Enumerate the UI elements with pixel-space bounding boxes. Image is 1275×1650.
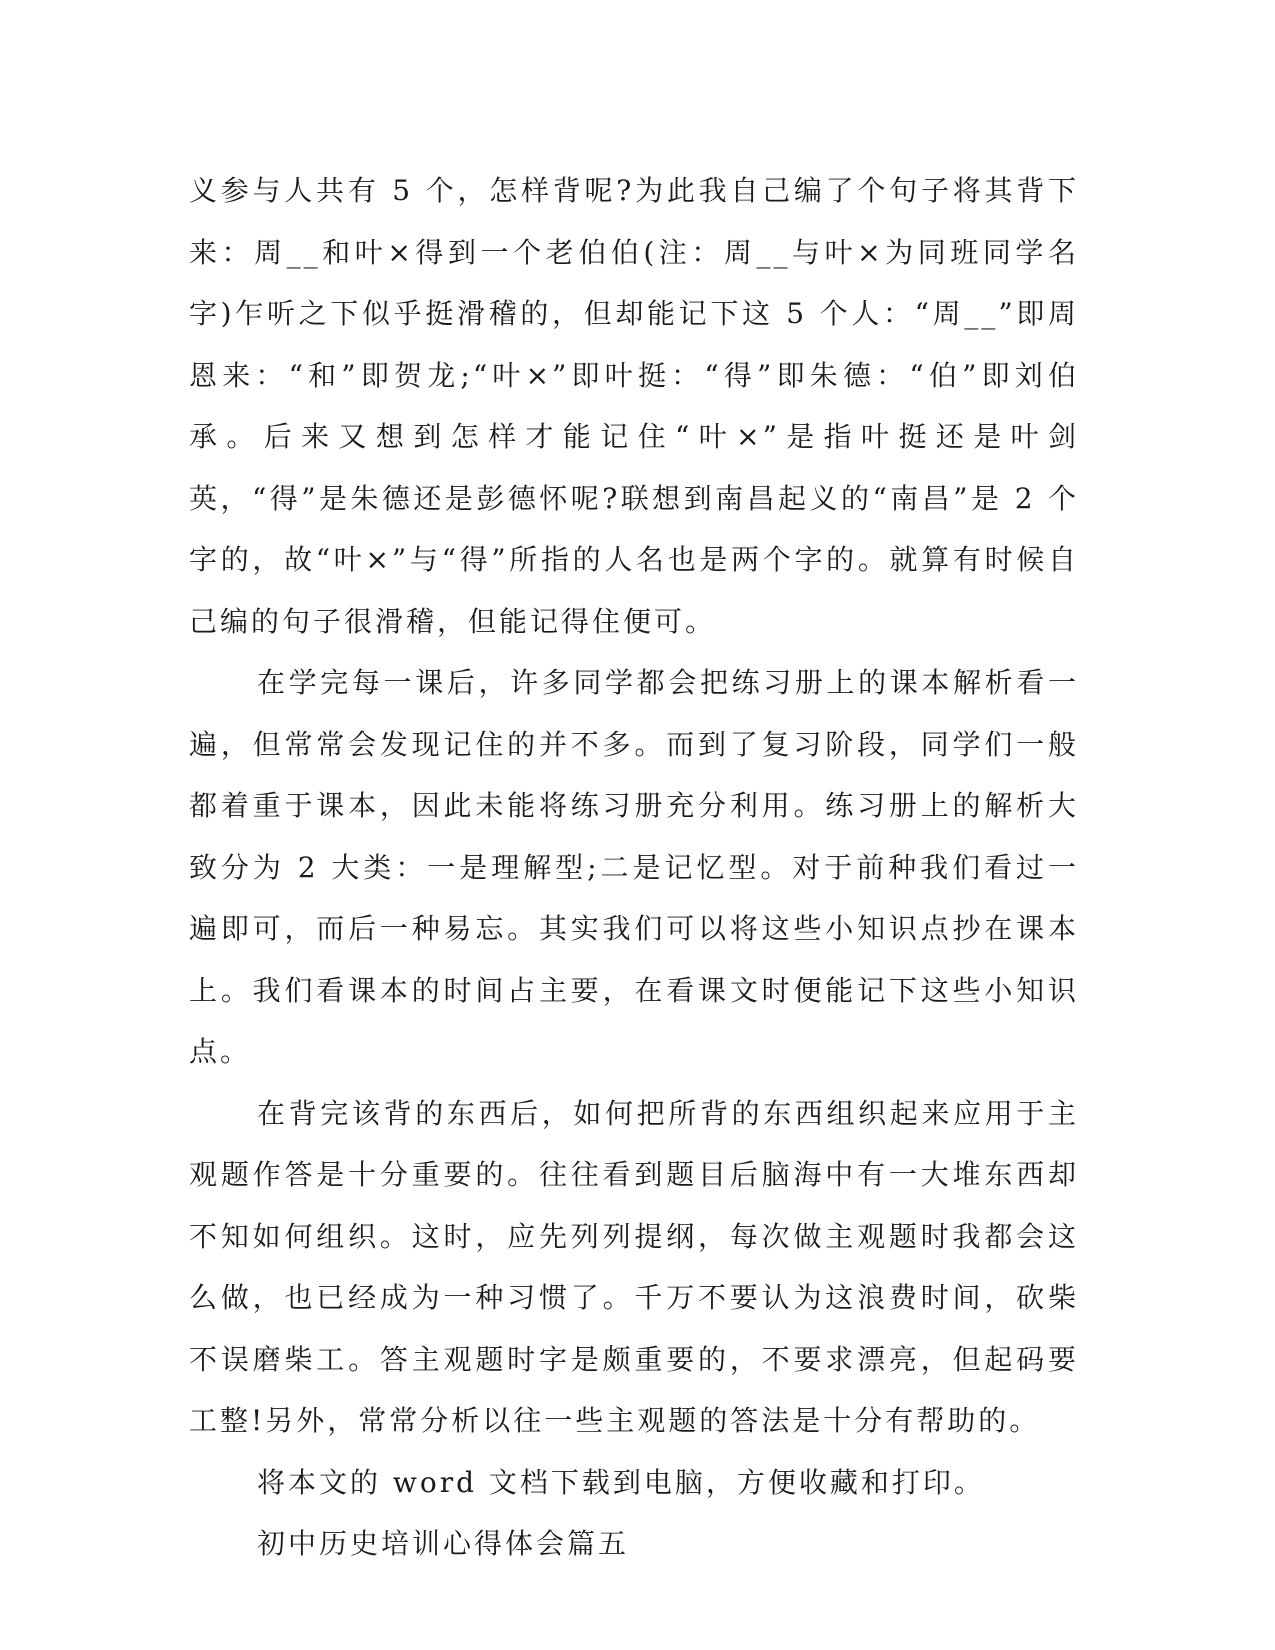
paragraph-continued: 义参与人共有 5 个，怎样背呢?为此我自己编了个句子将其背下来：周__和叶×得到一个老伯伯(注：周__与叶×为同班同学名字)乍听之下似乎挺滑稽的，但却能记下这 5 个人：“周__”即周恩来：“和”即贺龙;“叶×”即叶挺：“得”即朱德：“伯”即刘伯承。后来又想到怎样才能记住“叶×”是指叶挺还是叶剑英，“得”是朱德还是彭德怀呢?联想到南昌起义的“南昌”是 2 个字的，故“叶×”与“得”所指的人名也是两个字的。就算有时候自己编的句子很滑稽，但能记得住便可。 <box>189 174 1079 638</box>
paragraph-workbook: 在学完每一课后，许多同学都会把练习册上的课本解析看一遍，但常常会发现记住的并不多。而到了复习阶段，同学们一般都着重于课本，因此未能将练习册充分利用。练习册上的解析大致分为 2 大类：一是理解型;二是记忆型。对于前种我们看过一遍即可，而后一种易忘。其实我们可以将这些小知识点抄在课本上。我们看课本的时间占主要，在看课文时便能记下这些小知识点。 <box>189 666 1079 1068</box>
section-heading: 初中历史培训心得体会篇五 <box>257 1527 630 1560</box>
document-body <box>189 160 1079 1575</box>
download-note: 将本文的 word 文档下载到电脑，方便收藏和打印。 <box>257 1465 985 1499</box>
paragraph-subjective-questions: 在背完该背的东西后，如何把所背的东西组织起来应用于主观题作答是十分重要的。往往看到题目后脑海中有一大堆东西却不知如何组织。这时，应先列列提纲，每次做主观题时我都会这么做，也已经成为一种习惯了。千万不要认为这浪费时间，砍柴不误磨柴工。答主观题时字是颇重要的，不要求漂亮，但起码要工整!另外，常常分析以往一些主观题的答法是十分有帮助的。 <box>189 1096 1079 1437</box>
